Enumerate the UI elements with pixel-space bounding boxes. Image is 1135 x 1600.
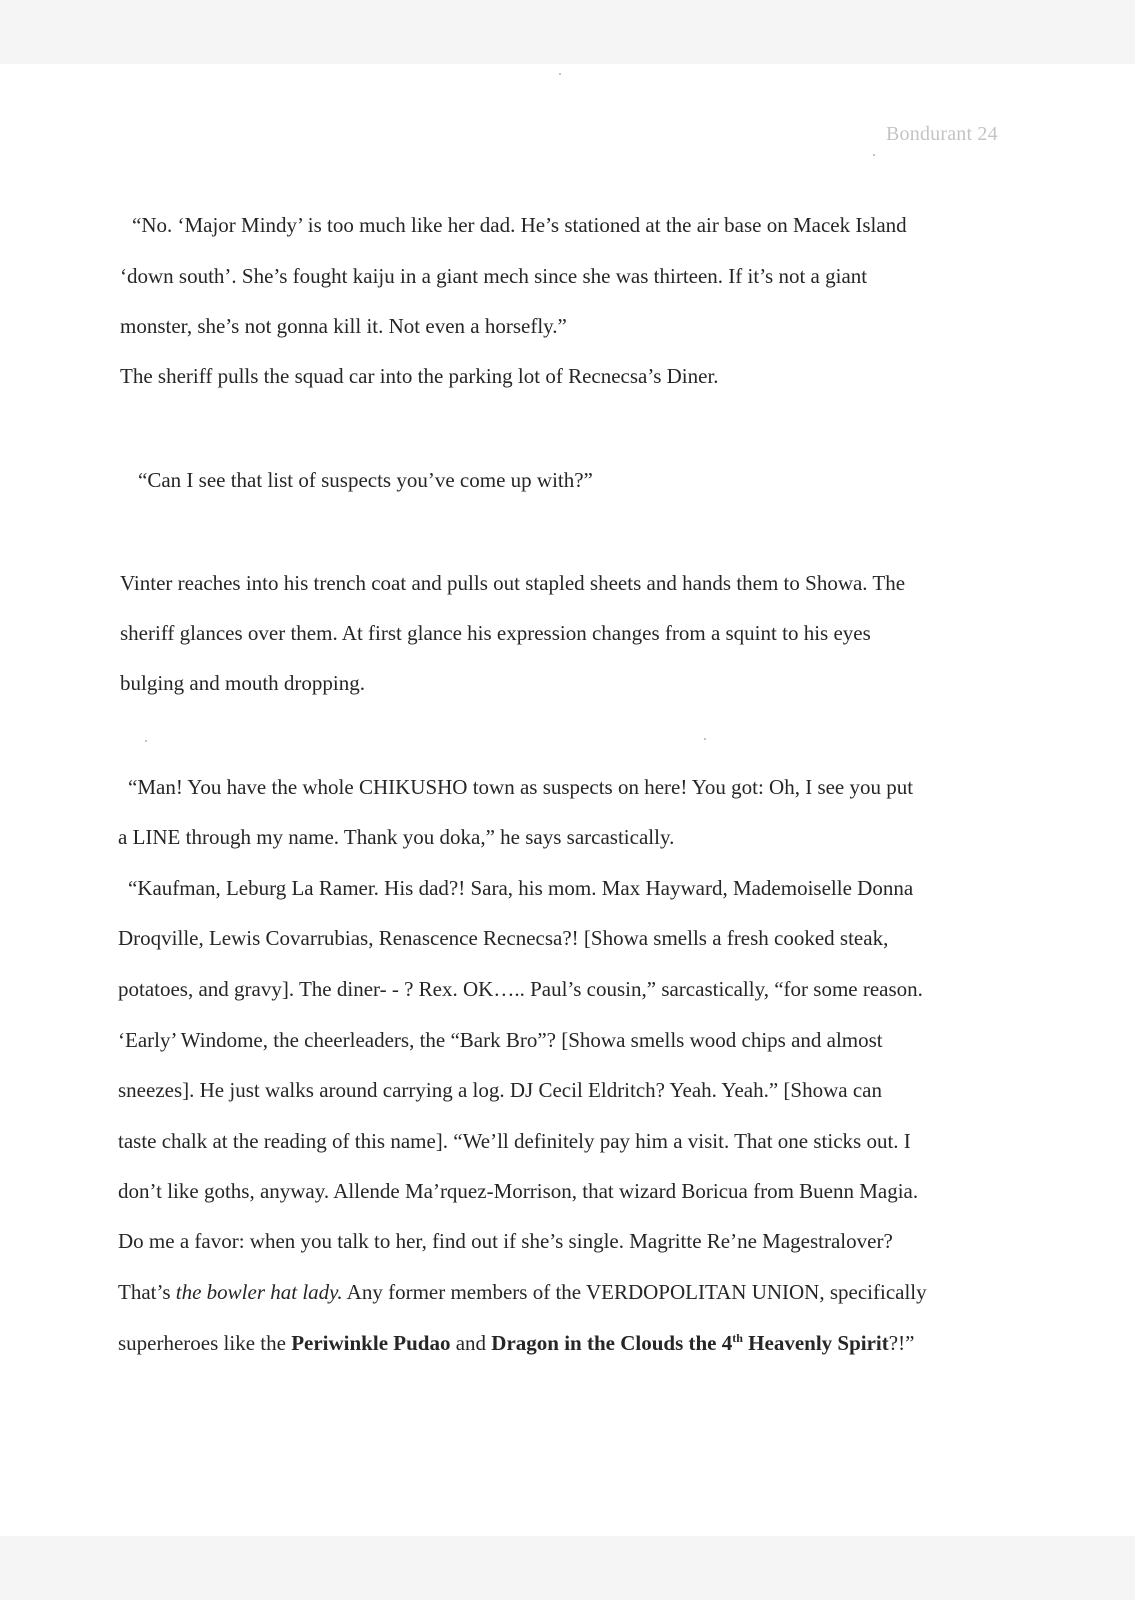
text-run: That’s xyxy=(118,1280,176,1304)
text-line: ‘down south’. She’s fought kaiju in a giant mech since she was thirteen. If it’s not a giant xyxy=(120,264,868,288)
text-line: ‘Early’ Windome, the cheerleaders, the “Bark Bro”? [Showa smells wood chips and almost xyxy=(118,1028,883,1052)
text-run: ?!” xyxy=(888,1331,915,1355)
scan-speck xyxy=(704,738,706,740)
text-line: “Man! You have the whole CHIKUSHO town as suspects on here! You got: Oh, I see you put xyxy=(128,775,914,799)
text-line: don’t like goths, anyway. Allende Ma’rquez-Morrison, that wizard Boricua from Buenn Magia. xyxy=(118,1179,919,1203)
text-line: Vinter reaches into his trench coat and pulls out stapled sheets and hands them to Showa. The xyxy=(120,571,906,595)
scan-bottom-band xyxy=(0,1536,1135,1600)
bold-name-periwinkle: Periwinkle Pudao xyxy=(291,1331,451,1355)
scan-speck xyxy=(873,154,875,156)
text-line xyxy=(118,1330,914,1356)
scan-top-band xyxy=(0,0,1135,64)
text-line: a LINE through my name. Thank you doka,” he says sarcastically. xyxy=(118,825,675,849)
text-line xyxy=(118,1279,927,1305)
text-line: “Can I see that list of suspects you’ve come up with?” xyxy=(138,468,593,492)
scan-speck xyxy=(559,73,561,75)
text-line: sneezes]. He just walks around carrying a log. DJ Cecil Eldritch? Yeah. Yeah.” [Showa can xyxy=(118,1078,882,1102)
text-line: The sheriff pulls the squad car into the parking lot of Recnecsa’s Diner. xyxy=(120,364,719,388)
running-head: Bondurant 24 xyxy=(886,123,998,145)
text-line: Do me a favor: when you talk to her, find out if she’s single. Magritte Re’ne Magestralover? xyxy=(118,1229,893,1253)
text-line: potatoes, and gravy]. The diner- - ? Rex. OK….. Paul’s cousin,” sarcastically, “for some reason. xyxy=(118,977,923,1001)
ordinal-suffix: th xyxy=(732,1331,743,1345)
scan-speck xyxy=(145,740,147,742)
text-line: sheriff glances over them. At first glance his expression changes from a squint to his eyes xyxy=(120,621,871,645)
text-line: Droqville, Lewis Covarrubias, Renascence Recnecsa?! [Showa smells a fresh cooked steak, xyxy=(118,926,889,950)
text-line: “Kaufman, Leburg La Ramer. His dad?! Sara, his mom. Max Hayward, Mademoiselle Donna xyxy=(128,876,914,900)
text-line: “No. ‘Major Mindy’ is too much like her dad. He’s stationed at the air base on Macek Island xyxy=(132,213,907,237)
text-run: superheroes like the xyxy=(118,1331,292,1355)
italic-phrase: the bowler hat lady. xyxy=(175,1280,343,1304)
bold-name-dragon: Dragon in the Clouds the 4th Heavenly Spirit xyxy=(491,1331,889,1355)
text-line: taste chalk at the reading of this name]. “We’ll definitely pay him a visit. That one sticks out. I xyxy=(118,1129,911,1153)
text-line: bulging and mouth dropping. xyxy=(120,671,365,695)
text-line: monster, she’s not gonna kill it. Not even a horsefly.” xyxy=(120,314,567,338)
text-run: Any former members of the VERDOPOLITAN UNION, specifically xyxy=(342,1280,927,1304)
text-run: and xyxy=(450,1331,492,1355)
